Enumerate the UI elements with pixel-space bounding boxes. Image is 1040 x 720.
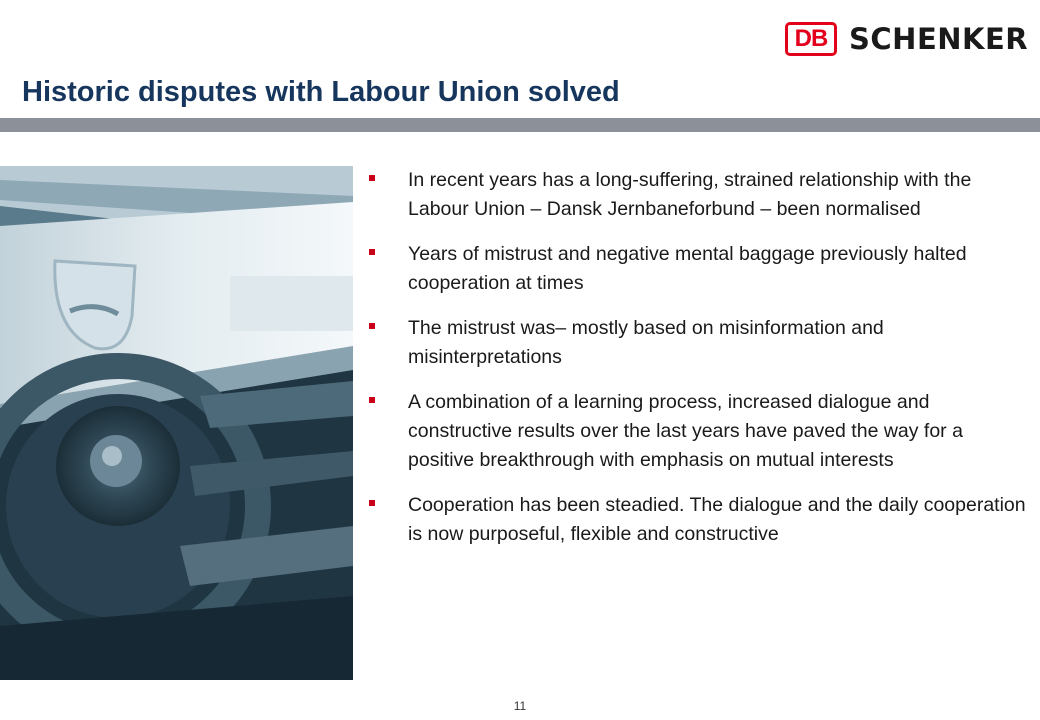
page-number: 11 — [513, 699, 527, 713]
schenker-wordmark: SCHENKER — [849, 22, 1029, 56]
bullet-item — [366, 166, 1028, 224]
bullet-text: Cooperation has been steadied. The dialogue and the daily cooperation is now purposeful, flexible and constructive — [408, 494, 1026, 545]
slide-title: Historic disputes with Labour Union solved — [22, 76, 620, 108]
bullet-text: The mistrust was– mostly based on misinformation and misinterpretations — [408, 317, 884, 368]
bullet-square-icon — [369, 175, 375, 181]
bullet-square-icon — [369, 249, 375, 255]
bullet-item — [366, 491, 1028, 549]
bullet-text: Years of mistrust and negative mental baggage previously halted cooperation at times — [408, 243, 967, 294]
bullet-list — [366, 166, 1028, 549]
bullet-text: In recent years has a long-suffering, strained relationship with the Labour Union – Dansk Jernbaneforbund – been normalised — [408, 169, 972, 220]
bullet-item — [366, 388, 1028, 475]
bullet-square-icon — [369, 397, 375, 403]
bullet-square-icon — [369, 500, 375, 506]
bullet-text: A combination of a learning process, increased dialogue and constructive results over the last years have paved the way for a positive breakthrough with emphasis on mutual interests — [408, 391, 963, 471]
header-divider-band — [0, 118, 1040, 132]
db-logo-mark: DB — [785, 22, 837, 56]
bullet-square-icon — [369, 323, 375, 329]
train-wheel-photo — [0, 166, 353, 680]
bullet-item — [366, 240, 1028, 298]
db-schenker-logo — [785, 20, 1028, 58]
bullet-content — [366, 166, 1028, 565]
bullet-item — [366, 314, 1028, 372]
